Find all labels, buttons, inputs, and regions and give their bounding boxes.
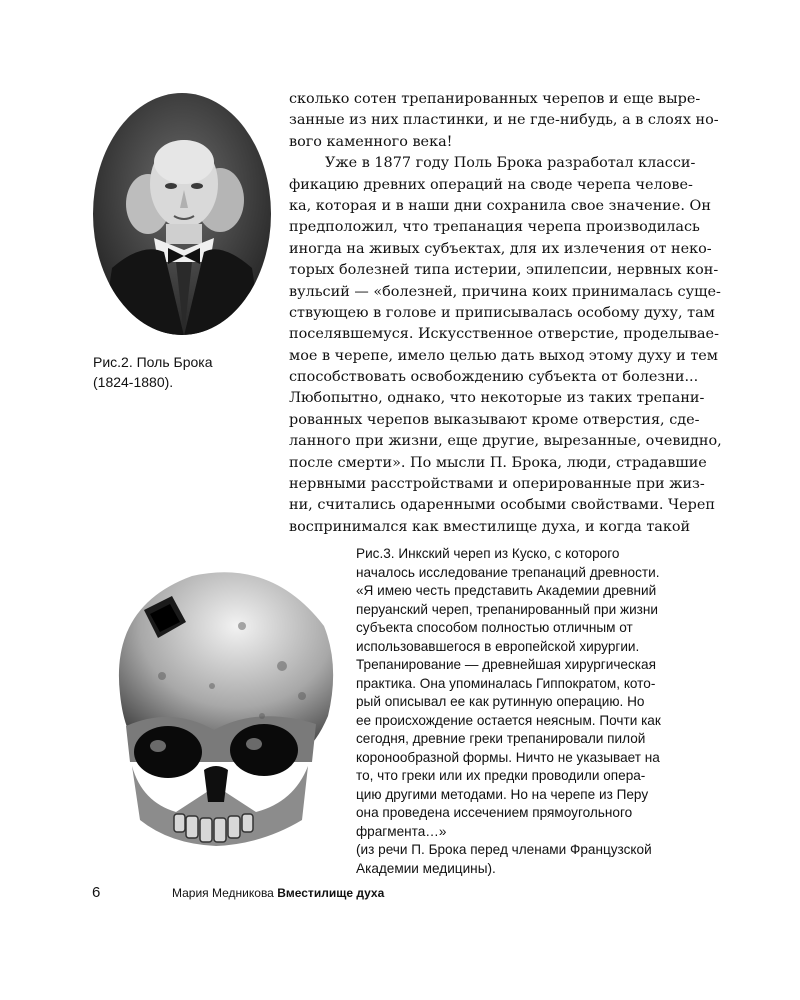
text-line: торых болезней типа истерии, эпилепсии, нервных кон- — [289, 262, 719, 279]
text-line: занные из них пластинки, и не где-нибудь, а в слоях но- — [289, 112, 719, 129]
caption-line: «Я имею честь представить Академии древний — [356, 583, 657, 598]
caption-line: ее происхождение остается неясным. Почти как — [356, 712, 661, 728]
caption-line: фрагмента…» — [356, 823, 447, 839]
inca-skull-image — [102, 566, 342, 856]
caption-line: рый описывал ее как рутинную операцию. Но — [356, 694, 645, 709]
caption-line: сегодня, древние греки трепанировали пилой — [356, 731, 646, 746]
caption-line: Академии медицины). — [356, 860, 496, 876]
caption-line: Рис.2. Поль Брока — [93, 354, 213, 370]
broca-portrait-image — [92, 92, 272, 336]
figure-2-caption — [93, 352, 268, 392]
caption-line: (1824-1880). — [93, 374, 174, 390]
caption-line: (из речи П. Брока перед членами Французской — [356, 842, 652, 857]
caption-line: цию другими методами. Но на черепе из Перу — [356, 786, 649, 802]
text-line: фикацию древних операций на своде черепа челове- — [289, 176, 693, 193]
caption-line: практика. Она упоминалась Гиппократом, кото- — [356, 675, 656, 691]
footer-author: Мария Медникова — [172, 886, 274, 900]
caption-line: использовавшегося в европейской хирургии. — [356, 638, 640, 654]
caption-line: Рис.3. Инкский череп из Куско, с которого — [356, 546, 620, 561]
text-line: ка, которая и в наши дни сохранила свое значение. Он — [289, 197, 711, 214]
running-footer — [172, 886, 384, 900]
text-line: поселявшемуся. Искусственное отверстие, проделывае- — [289, 326, 719, 343]
caption-line: субъекта способом полностью отличным от — [356, 620, 633, 635]
caption-line: Трепанирование — древнейшая хирургическая — [356, 657, 656, 672]
text-line: ланного при жизни, еще другие, вырезанные, очевидно, — [289, 433, 722, 450]
text-line: вого каменного века! — [289, 133, 453, 150]
caption-line: то, что греки или их предки проводили опера- — [356, 768, 646, 783]
footer-book-title: Вместилище духа — [277, 886, 385, 900]
text-line: рованных черепов выказывают кроме отверстия, сде- — [289, 411, 700, 428]
text-line: сколько сотен трепанированных черепов и еще выре- — [289, 91, 701, 107]
text-line: ни, считались одаренными особыми свойствами. Череп — [289, 497, 715, 514]
text-line: вульсий — «болезней, причина коих принималась суще- — [289, 283, 721, 300]
text-line: предположил, что трепанация черепа производилась — [289, 219, 700, 236]
text-line: ствующею в голове и приписывалась особому духу, там — [289, 304, 715, 321]
text-line: способствовать освобождению субъекта от болезни... — [289, 369, 699, 386]
page-number: 6 — [92, 884, 101, 901]
text-line: Уже в 1877 году Поль Брока разработал класси- — [325, 155, 696, 172]
text-line: воспринимался как вместилище духа, и когда такой — [289, 518, 691, 535]
body-text — [289, 89, 722, 538]
caption-line: началось исследование трепанаций древности. — [356, 564, 660, 580]
text-line: иногда на живых субъектах, для их излечения от неко- — [289, 240, 712, 257]
caption-line: коронообразной формы. Ничто не указывает на — [356, 749, 660, 765]
text-line: Любопытно, однако, что некоторые из таких трепани- — [289, 390, 705, 407]
figure-3-caption — [356, 545, 701, 878]
text-line: после смерти». По мысли П. Брока, люди, страдавшие — [289, 454, 707, 471]
text-line: мое в черепе, имело целью дать выход этому духу и тем — [289, 347, 718, 364]
caption-line: перуанский череп, трепанированный при жизни — [356, 601, 659, 617]
caption-line: она проведена иссечением прямоугольного — [356, 805, 633, 820]
text-line: нервными расстройствами и оперированные при жиз- — [289, 476, 705, 493]
